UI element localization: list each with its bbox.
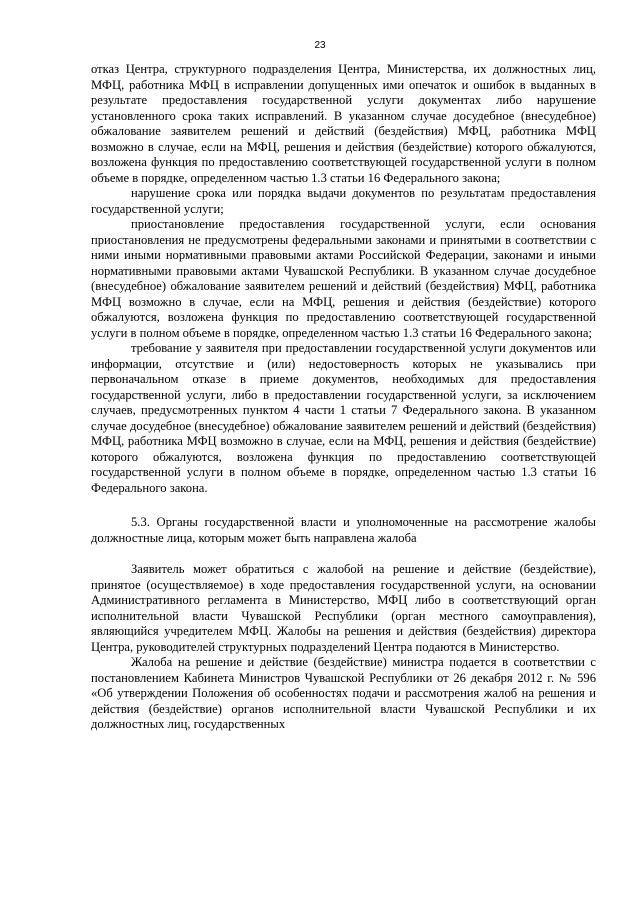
paragraph: отказ Центра, структурного подразделения Центра, Министерства, их должностных лиц, МФЦ, работника МФЦ в исправлении допущенных ими опечаток и ошибок в выданных в результате предоставления государственной услуги документах либо нарушение установленного срока таких исправлений. В указанном случае досудебное (внесудебное) обжалование заявителем решений и действий (бездействия) МФЦ, работника МФЦ возможно в случае, если на МФЦ, решения и действия (бездействие) которого обжалуются, возложена функция по предоставлению соответствующей государственной услуги в полном объеме в порядке, определенном частью 1.3 статьи 16 Федерального закона; bbox=[91, 62, 596, 185]
section-heading: 5.3. Органы государственной власти и уполномоченные на рассмотрение жалобы должностные лица, которым может быть направлена жалоба bbox=[91, 515, 596, 545]
spacer bbox=[91, 496, 596, 515]
document-body bbox=[91, 62, 596, 733]
paragraph: нарушение срока или порядка выдачи документов по результатам предоставления государственной услуги; bbox=[91, 186, 596, 216]
paragraph: приостановление предоставления государственной услуги, если основания приостановления не предусмотрены федеральными законами и принятыми в соответствии с ними иными нормативными правовыми актами Российской Федерации, законами и иными нормативными правовыми актами Чувашской Республики. В указанном случае досудебное (внесудебное) обжалование заявителем решений и действий (бездействия) МФЦ, работника МФЦ возможно в случае, если на МФЦ, решения и действия (бездействие) которого обжалуются, возложена функция по предоставлению соответствующей государственной услуги в полном объеме в порядке, определенном частью 1.3 статьи 16 Федерального закона; bbox=[91, 217, 596, 340]
page-number: 23 bbox=[314, 40, 326, 51]
paragraph: требование у заявителя при предоставлении государственной услуги документов или информации, отсутствие и (или) недостоверность которых не указывались при первоначальном отказе в приеме документов, необходимых для предоставления государственной услуги, либо в предоставлении государственной услуги, за исключением случаев, предусмотренных пунктом 4 части 1 статьи 7 Федерального закона. В указанном случае досудебное (внесудебное) обжалование заявителем решений и действий (бездействия) МФЦ, работника МФЦ возможно в случае, если на МФЦ, решения и действия (бездействие) которого обжалуются, возложена функция по предоставлению соответствующей государственной услуги в полном объеме в порядке, определенном частью 1.3 статьи 16 Федерального закона. bbox=[91, 341, 596, 495]
paragraph: Жалоба на решение и действие (бездействие) министра подается в соответствии с постановлением Кабинета Министров Чувашской Республики от 26 декабря 2012 г. № 596 «Об утверждении Положения об особенностях подачи и рассмотрения жалоб на решения и действия (бездействие) органов исполнительной власти Чувашской Республики и их должностных лиц, государственных bbox=[91, 655, 596, 731]
paragraph: Заявитель может обратиться с жалобой на решение и действие (бездействие), принятое (осуществляемое) в ходе предоставления государственной услуги, на основании Административного регламента в Министерство, МФЦ либо в соответствующий орган исполнительной власти Чувашской Республики (орган местного самоуправления), являющийся учредителем МФЦ. Жалобы на решения и действия (бездействия) директора Центра, руководителей структурных подразделений Центра подаются в Министерство. bbox=[91, 562, 596, 654]
spacer bbox=[91, 546, 596, 562]
